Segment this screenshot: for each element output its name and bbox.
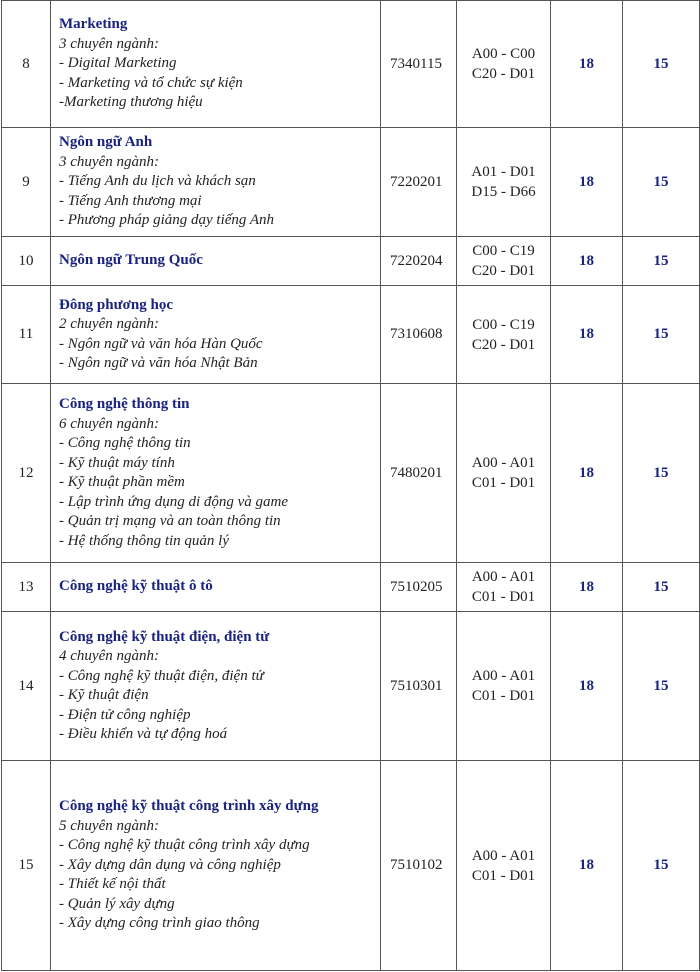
subject-combination: A00 - A01 bbox=[471, 847, 536, 864]
major-name: Công nghệ kỹ thuật điện, điện tử bbox=[59, 628, 270, 645]
major-code: 7510301 bbox=[381, 612, 457, 761]
row-number: 9 bbox=[2, 128, 51, 237]
major-name: Marketing bbox=[59, 16, 128, 33]
subject-combination: C01 - D01 bbox=[471, 475, 536, 491]
table-row bbox=[2, 1, 700, 128]
score-1: 18 bbox=[551, 286, 623, 384]
major-name: Công nghệ kỹ thuật công trình xây dựng bbox=[59, 798, 319, 815]
subject-combination: C20 - D01 bbox=[471, 66, 536, 82]
score-2: 15 bbox=[623, 286, 700, 384]
specialization-item: - Digital Marketing bbox=[59, 55, 177, 72]
subject-combination: C01 - D01 bbox=[471, 867, 536, 884]
subject-combinations bbox=[457, 128, 551, 237]
specialization-item: - Công nghệ kỹ thuật công trình xây dựng bbox=[59, 837, 310, 854]
score-1: 18 bbox=[551, 384, 623, 563]
subject-combination: C00 - C19 bbox=[472, 316, 535, 333]
subject-combination: C20 - D01 bbox=[471, 263, 536, 279]
major-cell bbox=[51, 612, 381, 761]
specialization-item: - Xây dựng công trình giao thông bbox=[59, 915, 260, 932]
specialization-item: - Điều khiển và tự động hoá bbox=[59, 726, 228, 742]
subject-combination: A00 - A01 bbox=[471, 569, 536, 585]
specialization-item: - Tiếng Anh thương mại bbox=[59, 192, 202, 209]
specialization-item: - Công nghệ kỹ thuật điện, điện tử bbox=[59, 667, 264, 684]
major-name: Ngôn ngữ Trung Quốc bbox=[59, 252, 203, 269]
major-cell bbox=[51, 128, 381, 237]
subject-combinations bbox=[457, 1, 551, 128]
table-row bbox=[2, 612, 700, 761]
specialization-count: 5 chuyên ngành: bbox=[59, 817, 159, 834]
score-2: 15 bbox=[623, 563, 700, 612]
specialization-item: - Công nghệ thông tin bbox=[59, 435, 191, 451]
table-row bbox=[2, 761, 700, 971]
row-number: 15 bbox=[2, 761, 51, 971]
specialization-item: - Quản trị mạng và an toàn thông tin bbox=[59, 513, 281, 529]
subject-combinations bbox=[457, 563, 551, 612]
subject-combination: C01 - D01 bbox=[471, 688, 536, 704]
subject-combination: A00 - A01 bbox=[471, 455, 536, 471]
specialization-item: - Ngôn ngữ và văn hóa Hàn Quốc bbox=[59, 335, 263, 352]
subject-combinations bbox=[457, 237, 551, 286]
specialization-item: - Kỹ thuật điện bbox=[59, 687, 149, 703]
subject-combination: A00 - A01 bbox=[471, 668, 536, 684]
score-2: 15 bbox=[623, 128, 700, 237]
subject-combination: C20 - D01 bbox=[471, 336, 536, 353]
row-number: 13 bbox=[2, 563, 51, 612]
specialization-item: - Lập trình ứng dụng di động và game bbox=[59, 493, 289, 510]
score-1: 18 bbox=[551, 761, 623, 971]
major-name: Công nghệ kỹ thuật ô tô bbox=[59, 578, 213, 595]
table-row bbox=[2, 286, 700, 384]
major-name: Ngôn ngữ Anh bbox=[59, 134, 153, 151]
specialization-count: 2 chuyên ngành: bbox=[59, 316, 159, 332]
subject-combination: D15 - D66 bbox=[471, 184, 536, 200]
major-code: 7510205 bbox=[381, 563, 457, 612]
subject-combination: A00 - C00 bbox=[471, 46, 536, 62]
subject-combination: C01 - D01 bbox=[471, 589, 536, 605]
specialization-count: 6 chuyên ngành: bbox=[59, 415, 159, 432]
major-code: 7510102 bbox=[381, 761, 457, 971]
specialization-item: - Kỹ thuật máy tính bbox=[59, 454, 175, 471]
major-cell bbox=[51, 1, 381, 128]
score-1: 18 bbox=[551, 563, 623, 612]
specialization-item: - Hệ thống thông tin quản lý bbox=[59, 532, 229, 549]
major-cell bbox=[51, 237, 381, 286]
row-number: 14 bbox=[2, 612, 51, 761]
subject-combinations bbox=[457, 761, 551, 971]
specialization-count: 3 chuyên ngành: bbox=[59, 35, 159, 52]
specialization-item: - Thiết kế nội thất bbox=[59, 876, 166, 893]
score-1: 18 bbox=[551, 237, 623, 286]
admission-table bbox=[1, 0, 700, 971]
subject-combinations bbox=[457, 384, 551, 563]
major-name: Công nghệ thông tin bbox=[59, 396, 190, 412]
major-code: 7480201 bbox=[381, 384, 457, 563]
specialization-item: - Phương pháp giảng dạy tiếng Anh bbox=[59, 212, 275, 229]
row-number: 11 bbox=[2, 286, 51, 384]
specialization-item: -Marketing thương hiệu bbox=[59, 94, 203, 111]
score-1: 18 bbox=[551, 1, 623, 128]
specialization-item: - Ngôn ngữ và văn hóa Nhật Bản bbox=[59, 355, 258, 371]
specialization-item: - Xây dựng dân dụng và công nghiệp bbox=[59, 856, 281, 873]
major-name: Đông phương học bbox=[59, 296, 174, 313]
major-code: 7340115 bbox=[381, 1, 457, 128]
table-row bbox=[2, 563, 700, 612]
score-2: 15 bbox=[623, 612, 700, 761]
major-cell bbox=[51, 761, 381, 971]
major-code: 7220204 bbox=[381, 237, 457, 286]
specialization-item: - Quản lý xây dựng bbox=[59, 895, 175, 912]
table-row bbox=[2, 237, 700, 286]
specialization-count: 4 chuyên ngành: bbox=[59, 648, 159, 664]
score-2: 15 bbox=[623, 761, 700, 971]
score-2: 15 bbox=[623, 1, 700, 128]
score-1: 18 bbox=[551, 128, 623, 237]
major-code: 7310608 bbox=[381, 286, 457, 384]
score-1: 18 bbox=[551, 612, 623, 761]
score-2: 15 bbox=[623, 384, 700, 563]
specialization-item: - Điện tử công nghiệp bbox=[59, 706, 191, 723]
row-number: 10 bbox=[2, 237, 51, 286]
subject-combination: A01 - D01 bbox=[471, 164, 536, 180]
score-2: 15 bbox=[623, 237, 700, 286]
subject-combination: C00 - C19 bbox=[472, 243, 535, 259]
specialization-item: - Kỹ thuật phần mềm bbox=[59, 474, 185, 490]
major-cell bbox=[51, 384, 381, 563]
major-code: 7220201 bbox=[381, 128, 457, 237]
subject-combinations bbox=[457, 612, 551, 761]
table-body bbox=[2, 1, 700, 971]
major-cell bbox=[51, 563, 381, 612]
table-row bbox=[2, 384, 700, 563]
table-row bbox=[2, 128, 700, 237]
specialization-item: - Tiếng Anh du lịch và khách sạn bbox=[59, 173, 256, 190]
subject-combinations bbox=[457, 286, 551, 384]
row-number: 8 bbox=[2, 1, 51, 128]
row-number: 12 bbox=[2, 384, 51, 563]
major-cell bbox=[51, 286, 381, 384]
specialization-count: 3 chuyên ngành: bbox=[59, 153, 159, 170]
specialization-item: - Marketing và tổ chức sự kiện bbox=[59, 74, 243, 91]
